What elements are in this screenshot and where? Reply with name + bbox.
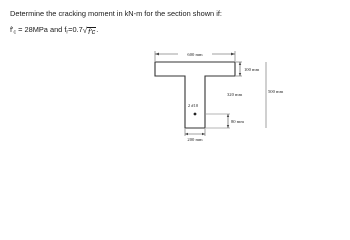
flange-thickness-arrow-bottom: [239, 73, 241, 76]
bar-label: 2 #10: [187, 103, 199, 108]
trailing-period: .: [96, 25, 99, 35]
sqrt-icon: √: [82, 26, 88, 36]
cover-arrow-top: [227, 114, 229, 117]
fr-subscript: r: [66, 29, 69, 36]
fc-subscript: c: [13, 29, 17, 36]
web-dimension-label: 320 mm: [227, 92, 243, 97]
total-depth-label: 500 mm: [268, 89, 284, 94]
rebar-dot: [194, 113, 197, 116]
flange-thickness-label: 100 mm: [244, 67, 260, 72]
flange-width-arrow-left: [155, 53, 159, 56]
question-prompt: Determine the cracking moment in kN-m for the section shown if:: [10, 9, 222, 18]
flange-width-arrow-right: [231, 53, 235, 56]
cover-arrow-bottom: [227, 125, 229, 128]
fc-value: = 28MPa and f: [18, 25, 67, 35]
web-width-label: 200 mm: [187, 137, 203, 142]
sqrt-term: f'c: [88, 27, 96, 37]
web-width-arrow-right: [202, 133, 205, 135]
web-width-arrow-left: [185, 133, 188, 135]
flange-width-label: 600 mm: [187, 52, 203, 58]
fr-expression: =0.7: [68, 25, 83, 35]
fc-symbol: f': [10, 25, 14, 35]
cover-label: 80 mm: [231, 119, 244, 124]
flange-thickness-arrow-top: [239, 62, 241, 65]
t-section-outline: [155, 62, 235, 128]
